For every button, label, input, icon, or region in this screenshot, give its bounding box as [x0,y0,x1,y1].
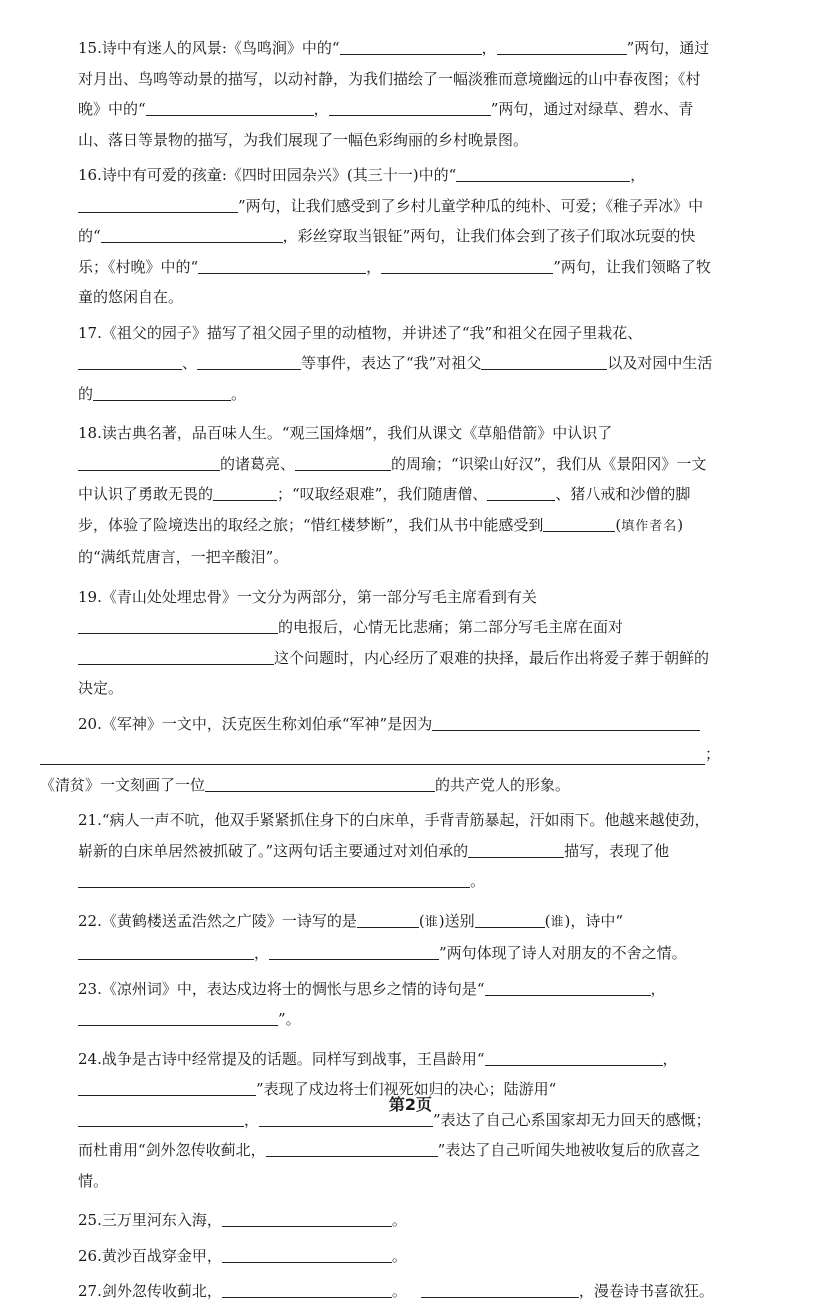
q15-text-1: 15.诗中有迷人的风景:《鸟鸣涧》中的“ [78,39,340,57]
q17-blank-2[interactable] [197,354,301,370]
q16-text-1: 16.诗中有可爱的孩童:《四时田园杂兴》(其三十一)中的“ [78,166,457,184]
q15-blank-1[interactable] [340,39,482,55]
q22-note-2: 谁 [550,914,565,930]
q23-blank-2[interactable] [78,1010,278,1026]
q24-text-4: ， [244,1110,260,1129]
q22-text-5: )，诗中“ [564,911,623,930]
q15-blank-4[interactable] [329,100,491,116]
q23-text-1: 23.《凉州词》中，表达戍边将士的惆怅与思乡之情的诗句是“ [78,979,485,998]
q22-text-6: ， [254,944,270,962]
q23-blank-1[interactable] [485,980,651,996]
q18-note: 填作者名 [621,518,678,534]
q20-blank-1[interactable] [432,715,700,731]
q26-text-1: 26.黄沙百战穿金甲， [78,1246,222,1265]
question-17 [40,318,720,410]
q27-blank-2[interactable] [421,1282,579,1298]
q20-text-2: ； [704,745,720,763]
q15-blank-2[interactable] [497,39,627,55]
q27-text-3: ，漫卷诗书喜欲狂。 [578,1282,714,1300]
q17-blank-1[interactable] [78,354,182,370]
q17-text-1: 17.《祖父的园子》描写了祖父园子里的动植物，并讲述了“我”和祖父在园子里栽花、 [78,323,643,342]
q22-blank-3[interactable] [78,944,254,960]
q18-blank-2[interactable] [295,455,391,471]
q17-text-2: 、 [182,354,198,372]
q18-blank-3[interactable] [213,485,277,501]
q16-blank-2[interactable] [78,197,238,213]
question-19 [40,582,720,704]
q16-text-4: ，彩丝穿取当银钲”两句，让我们体会到了孩子们取冰玩耍的快乐；《村晚》中的“ [78,227,696,276]
q18-text-6: ( [615,515,622,534]
q15-text-5: ”两句，通过对绿草、碧水、青山、落日等景物的描写，为我们展现了一幅色彩绚丽的乡村晚景图。 [78,100,694,149]
q19-text-3: 这个问题时，内心经历了艰难的抉择，最后作出将爱子葬于朝鲜的决定。 [78,648,710,697]
q20-text-4: 的共产党人的形象。 [435,775,571,794]
q22-text-2: ( [418,911,425,930]
question-24 [40,1044,720,1197]
q24-text-3: ”表现了戍边将士们视死如归的决心；陆游用“ [256,1080,557,1098]
q24-text-5: ”表达了自己心系国家却无力回天的感慨；而杜甫用“剑外忽传收蓟北， [78,1110,711,1159]
q18-blank-5[interactable] [543,516,615,532]
q19-text-1: 19.《青山处处埋忠骨》一文分为两部分，第一部分写毛主席看到有关 [78,587,537,606]
q16-text-2: ， [630,166,646,184]
q16-text-3: ”两句，让我们感受到了乡村儿童学种瓜的纯朴、可爱；《稚子弄冰》中的“ [78,196,704,245]
q18-text-1: 18.读古典名著，品百味人生。“观三国烽烟”，我们从课文《草船借箭》中认识了 [78,424,613,442]
q21-blank-1[interactable] [468,842,564,858]
q24-text-1: 24.战争是古诗中经常提及的话题。同样写到战事，王昌龄用“ [78,1049,485,1068]
question-21 [40,805,720,897]
question-27 [40,1276,720,1307]
q17-text-4: 以及对园中生活的 [78,354,713,403]
q22-blank-1[interactable] [357,912,419,928]
q19-blank-1[interactable] [78,618,278,634]
q22-text-7: ”两句体现了诗人对朋友的不舍之情。 [439,944,687,962]
q21-text-3: 。 [470,872,486,890]
question-22 [40,906,720,969]
q24-text-6: ”表达了自己听闻失地被收复后的欣喜之情。 [78,1141,701,1190]
q22-note-1: 谁 [424,914,439,930]
question-18 [40,418,720,573]
q15-text-3: ”两句，通过对月出、鸟鸣等动景的描写，以动衬静，为我们描绘了一幅淡雅而意境幽远的山中春夜图；《村晚》中的“ [78,39,710,118]
question-16 [40,160,720,313]
question-26 [40,1241,720,1272]
question-25 [40,1205,720,1236]
q16-blank-4[interactable] [198,258,366,274]
q15-text-2: ， [481,39,497,57]
q27-text-2: 。 [391,1282,407,1300]
question-20 [40,709,720,740]
q18-text-5: 、猪八戒和沙僧的脚步，体验了险境迭出的取经之旅；“惜红楼梦断”，我们从书中能感受到 [78,485,691,534]
q18-text-7: )的“满纸荒唐言，一把辛酸泪”。 [78,515,684,566]
q25-text-2: 。 [391,1211,407,1229]
q18-text-3: 的周瑜；“识梁山好汉”，我们从《景阳冈》一文中认识了勇敢无畏的 [78,454,707,503]
q22-blank-2[interactable] [475,912,545,928]
q24-text-2: ， [662,1049,678,1068]
q21-text-1: 21.“病人一声不吭，他双手紧紧抓住身下的白床单，手背青筋暴起，汗如雨下。他越来越使劲，崭新的白床单居然被抓破了。”这两句话主要通过对刘伯承的 [78,811,710,860]
q20-blank-3[interactable] [205,776,435,792]
q23-text-2: ， [650,979,666,998]
question-23 [40,974,720,1035]
q18-blank-4[interactable] [487,485,555,501]
q16-blank-5[interactable] [381,258,553,274]
q25-text-1: 25.三万里河东入海， [78,1211,222,1229]
q24-blank-5[interactable] [266,1141,438,1157]
q16-blank-3[interactable] [101,227,283,243]
q15-blank-3[interactable] [146,100,314,116]
page-number: 第2页 [388,1095,433,1114]
q15-text-4: ， [313,100,329,118]
q20-text-1: 20.《军神》一文中，沃克医生称刘伯承“军神”是因为 [78,714,433,733]
q22-text-3: )送别 [438,911,475,930]
q20-text-3: 《清贫》一文刻画了一位 [40,775,206,794]
q23-text-3: ”。 [278,1010,301,1028]
q20-blank-2[interactable] [40,749,705,765]
question-15 [40,33,720,155]
q18-blank-1[interactable] [78,455,220,471]
q25-blank-1[interactable] [222,1211,392,1227]
worksheet-content [40,33,720,1307]
q17-blank-3[interactable] [481,354,607,370]
question-20-line-3 [40,770,720,801]
q26-blank-1[interactable] [222,1247,392,1263]
question-20-line-2 [40,739,720,770]
q22-text-1: 22.《黄鹤楼送孟浩然之广陵》一诗写的是 [78,911,357,930]
q18-text-4: ；“叹取经艰难”，我们随唐僧、 [277,485,488,503]
q26-text-2: 。 [391,1246,407,1265]
q16-blank-1[interactable] [456,166,630,182]
q16-text-6: ”两句，让我们领略了牧童的悠闲自在。 [78,257,711,306]
q22-blank-4[interactable] [269,944,439,960]
q22-text-4: ( [544,911,551,930]
q27-blank-1[interactable] [222,1282,392,1298]
q19-text-2: 的电报后，心情无比悲痛；第二部分写毛主席在面对 [278,618,624,636]
q18-text-2: 的诸葛亮、 [220,454,296,473]
q17-text-3: 等事件，表达了“我”对祖父 [301,354,482,372]
q16-text-5: ， [366,257,382,276]
q21-blank-2[interactable] [78,872,470,888]
q19-blank-2[interactable] [78,649,274,665]
q27-text-1: 27.剑外忽传收蓟北， [78,1282,222,1300]
q17-text-5: 。 [231,384,247,403]
q24-blank-1[interactable] [485,1050,663,1066]
q21-text-2: 描写，表现了他 [564,841,670,860]
q17-blank-4[interactable] [93,385,231,401]
